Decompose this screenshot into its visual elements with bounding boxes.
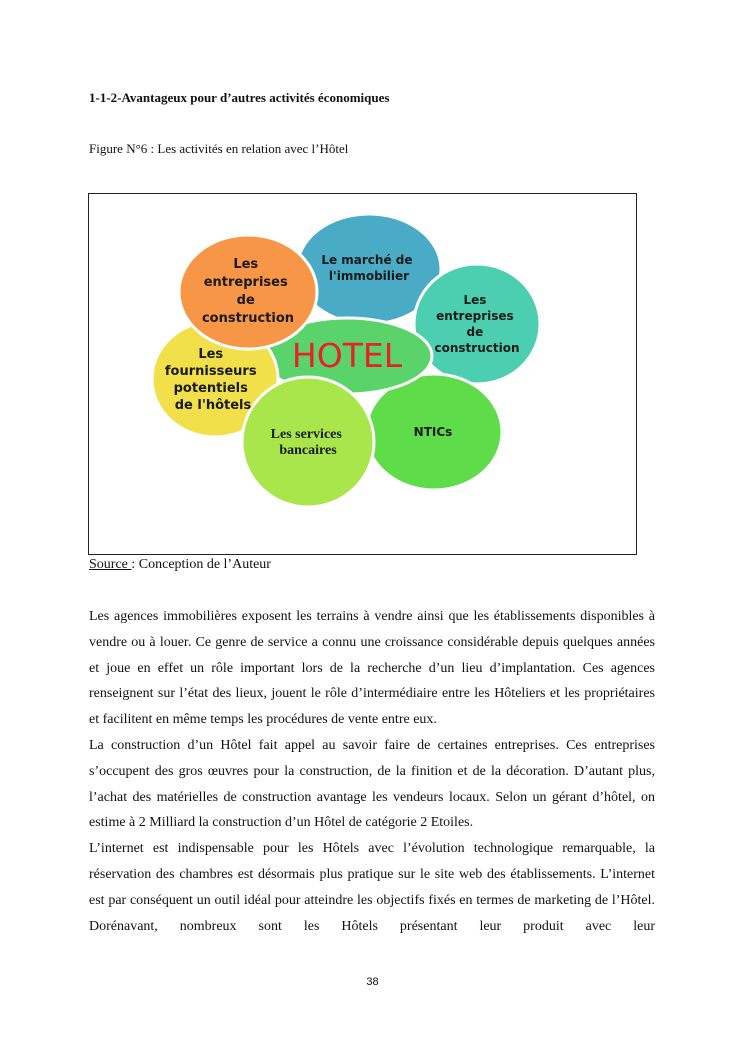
figure-diagram [88, 193, 637, 555]
bubble-bancaires [242, 377, 374, 507]
label-bancaires: Les services bancaires [270, 427, 342, 458]
source-label: Source [89, 557, 132, 572]
section-heading: 1-1-2-Avantageux pour d’autres activités économiques [89, 90, 390, 105]
page-number: 38 [366, 976, 379, 988]
label-fournisseurs: Les fournisseurs potentiels de l'hôtels [164, 347, 257, 413]
source-text: : Conception de l’Auteur [131, 557, 271, 572]
bubble-diagram [89, 194, 636, 554]
paragraph-agences: Les agences immobilières exposent les terrains à vendre ainsi que les établissements disponibles à vendre ou à louer. Ce genre de service a connu une croissance considérable depuis quelques années et joue en effet un rôle important lors de la recherche d’un lieu d’implantation. Ces agences renseignent sur l’état des lieux, jouent le rôle d’intermédiaire entre les Hôteliers et les propriétaires et facilitent en même temps les procédures de vente entre eux. [89, 609, 655, 728]
figure-caption: Figure N°6 : Les activités en relation avec l’Hôtel [89, 141, 349, 156]
bubble-construction-left [179, 235, 317, 349]
figure-source [89, 557, 271, 573]
label-ntics: NTICs [413, 425, 453, 439]
paragraph-construction: La construction d’un Hôtel fait appel au savoir faire de certaines entreprises. Ces entreprises s’occupent des gros œuvres pour la construction, de la finition et de la décoration. D’autant plus, l’achat des matérielles de construction avantage les vendeurs locaux. Selon un gérant d’hôtel, on estime à 2 Milliard la construction d’un Hôtel de catégorie 2 Etoiles. [89, 737, 655, 831]
body-text [89, 604, 655, 939]
label-immobilier: Le marché de l'immobilier [321, 253, 413, 283]
label-construction-left: Les entreprises de construction [201, 257, 295, 326]
label-hotel: HOTEL [291, 336, 403, 375]
bubble-construction-right [414, 264, 540, 384]
paragraph-internet: L’internet est indispensable pour les Hôtels avec l’évolution technologique remarquable, la réservation des chambres est désormais plus pratique sur le site web des établissements. L’internet est par conséquent un outil idéal pour atteindre les objectifs fixés en termes de marketing de l’Hôtel. Dorénavant, nombreux sont les Hôtels présentant leur produit avec leur [89, 841, 655, 934]
label-construction-right: Les entreprises de construction [434, 293, 520, 355]
